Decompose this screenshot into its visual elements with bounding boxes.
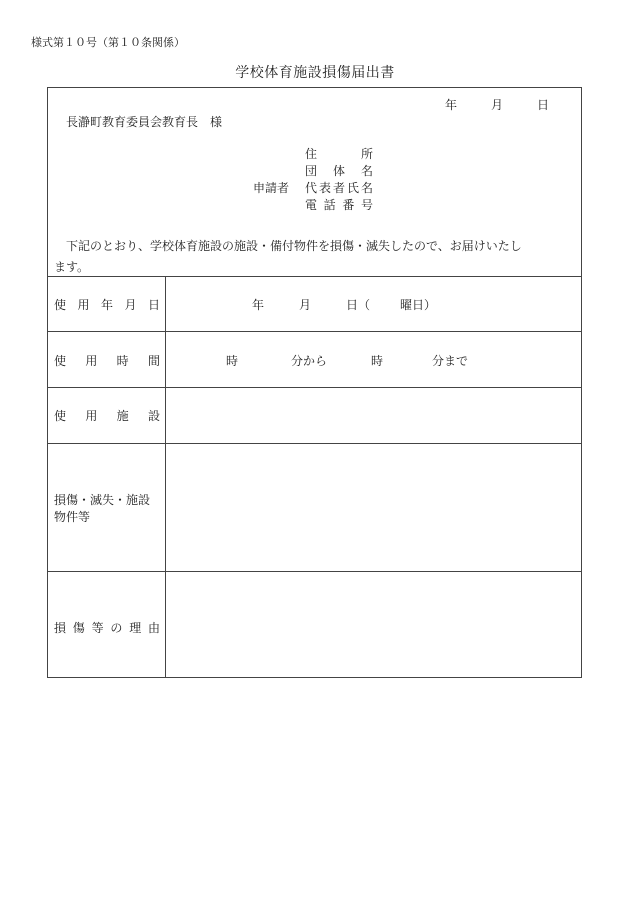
usage-date-weekday: 曜日） [400,298,437,312]
usage-date-month: 月 [299,298,312,312]
usage-time-minute-to: 分まで [432,354,469,368]
document-title: 学校体育施設損傷届出書 [235,65,395,81]
statement-line-2: ます。 [54,260,90,274]
addressee: 長瀞町教育委員会教育長 様 [66,115,223,129]
usage-time-hour-to: 時 [371,354,384,368]
date-day-label: 日 [537,98,550,112]
date-month-label: 月 [491,98,504,112]
applicant-representative-label: 代表者氏名 [305,181,373,195]
form-number: 様式第１０号（第１０条関係） [31,36,185,49]
row-divider-1 [48,331,581,332]
applicant-phone-label: 電 話 番 号 [305,198,373,212]
usage-time-label: 使用時間 [54,354,160,368]
usage-time-minute-from: 分から [291,354,328,368]
row-divider-4 [48,571,581,572]
usage-time-hour-from: 時 [226,354,239,368]
usage-date-label: 使用年月日 [54,298,160,312]
usage-date-day: 日（ [346,298,371,312]
usage-facility-label: 使用施設 [54,409,160,423]
usage-date-year: 年 [252,298,265,312]
date-year-label: 年 [445,98,458,112]
applicant-group-label: 団 体 名 [305,164,373,178]
table-top-rule [48,276,581,277]
damaged-items-label-line-2: 物件等 [54,510,91,524]
row-divider-2 [48,387,581,388]
label-column-divider [165,276,166,678]
damage-reason-label: 損傷等の理由 [54,621,160,635]
form-frame [47,87,582,678]
applicant-role-label: 申請者 [253,181,290,195]
damaged-items-label-line-1: 損傷・滅失・施設 [54,493,151,507]
applicant-address-label: 住 所 [305,147,373,161]
row-divider-3 [48,443,581,444]
statement-line-1: 下記のとおり、学校体育施設の施設・備付物件を損傷・滅失したので、お届けいたし [66,239,522,253]
